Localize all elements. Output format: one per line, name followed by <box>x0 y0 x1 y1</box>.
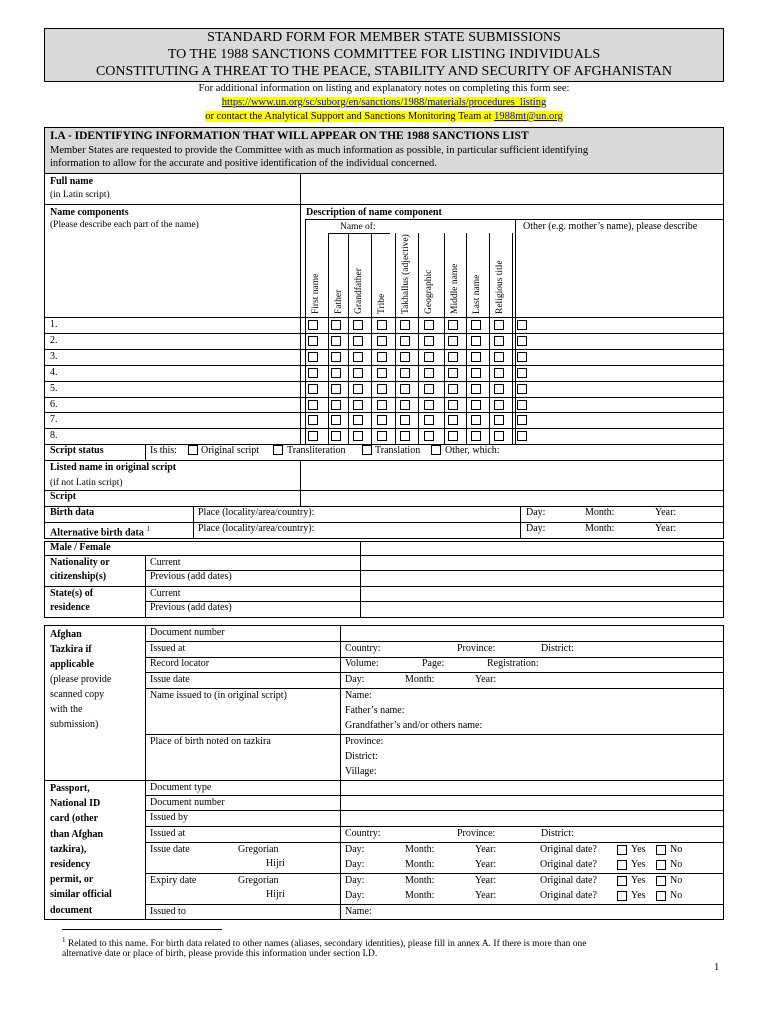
section-desc-2: information to allow for the accurate and positive identification of the individual concerned. <box>50 158 437 169</box>
nationality-label-1: Nationality or <box>50 557 110 568</box>
component-row-input[interactable] <box>46 366 298 380</box>
tazkira-issue-date-label: Issue date <box>150 674 190 685</box>
residence-previous-label[interactable]: Previous (add dates) <box>150 602 232 613</box>
component-checkbox[interactable] <box>331 431 341 441</box>
translation-label: Translation <box>375 445 421 456</box>
tazkira-pob-village-label[interactable]: Village: <box>345 766 377 777</box>
other-script-checkbox[interactable] <box>431 445 441 455</box>
form-title-line1: STANDARD FORM FOR MEMBER STATE SUBMISSIONS <box>207 30 561 45</box>
listed-name-sub: (if not Latin script) <box>50 478 123 488</box>
component-checkbox[interactable] <box>448 400 458 410</box>
passport-label: permit, or <box>50 874 94 886</box>
component-checkbox[interactable] <box>308 431 318 441</box>
component-checkbox[interactable] <box>517 320 527 330</box>
sex-label: Male / Female <box>50 542 111 553</box>
tazkira-registration-label[interactable]: Registration: <box>487 658 539 669</box>
passport-label: than Afghan <box>50 828 104 840</box>
full-name-label: Full name <box>50 176 94 187</box>
listed-name-input[interactable] <box>302 462 722 489</box>
passport-day-label[interactable]: Day: <box>345 859 365 870</box>
component-checkbox[interactable] <box>400 336 410 346</box>
passport-issued-at-label: Issued at <box>150 828 186 839</box>
component-checkbox[interactable] <box>400 400 410 410</box>
birth-place-label[interactable]: Place (locality/area/country): <box>198 507 315 518</box>
hijri-label: Hijri <box>266 889 285 900</box>
passport-year-label[interactable]: Year: <box>475 890 497 901</box>
component-row-input[interactable] <box>46 350 298 364</box>
component-checkbox[interactable] <box>331 336 341 346</box>
section-title: I.A - IDENTIFYING INFORMATION THAT WILL APPEAR ON THE 1988 SANCTIONS LIST <box>50 130 529 142</box>
footnote-marker: 1 <box>62 936 66 944</box>
component-row-input[interactable] <box>46 382 298 396</box>
component-row-input[interactable] <box>46 334 298 348</box>
tazkira-province-label[interactable]: Province: <box>457 643 496 654</box>
component-checkbox[interactable] <box>494 400 504 410</box>
component-checkbox[interactable] <box>353 415 363 425</box>
transliteration-checkbox[interactable] <box>273 445 283 455</box>
component-checkbox[interactable] <box>400 415 410 425</box>
component-checkbox[interactable] <box>353 431 363 441</box>
form-title-line3: CONSTITUTING A THREAT TO THE PEACE, STABILITY AND SECURITY OF AFGHANISTAN <box>95 64 673 79</box>
sex-input[interactable] <box>362 542 722 555</box>
nationality-previous-label[interactable]: Previous (add dates) <box>150 571 232 582</box>
component-checkbox[interactable] <box>494 415 504 425</box>
passport-year-label[interactable]: Year: <box>475 875 497 886</box>
alt-birth-data-label: Alternative birth data <box>50 527 144 539</box>
component-checkbox[interactable] <box>471 400 481 410</box>
tazkira-note: (please provide <box>50 674 112 685</box>
passport-label: Passport, <box>50 783 90 794</box>
tazkira-pob-province-label[interactable]: Province: <box>345 736 384 747</box>
component-checkbox[interactable] <box>424 415 434 425</box>
tazkira-record-locator-label: Record locator <box>150 658 210 669</box>
alt-birth-place-label[interactable]: Place (locality/area/country): <box>198 523 315 534</box>
tazkira-label: applicable <box>50 659 94 670</box>
passport-label: National ID <box>50 798 101 810</box>
component-checkbox[interactable] <box>517 336 527 346</box>
component-checkbox[interactable] <box>308 384 318 394</box>
component-checkbox[interactable] <box>353 320 363 330</box>
passport-month-label[interactable]: Month: <box>405 875 435 886</box>
column-header-6: Middle name <box>450 263 460 314</box>
component-checkbox[interactable] <box>424 368 434 378</box>
component-row-label: 6. <box>50 398 58 410</box>
column-header-0: First name <box>311 273 321 314</box>
component-checkbox[interactable] <box>494 336 504 346</box>
other-script-label: Other, which: <box>445 445 500 456</box>
original-yes-checkbox[interactable] <box>617 891 627 901</box>
component-checkbox[interactable] <box>331 415 341 425</box>
component-checkbox[interactable] <box>494 352 504 362</box>
tazkira-pob-district-label[interactable]: District: <box>345 751 378 762</box>
component-row-input[interactable] <box>46 398 298 412</box>
tazkira-note: submission) <box>50 719 99 730</box>
tazkira-issued-at-label: Issued at <box>150 643 186 654</box>
is-this-label: Is this: <box>150 445 177 456</box>
component-checkbox[interactable] <box>377 400 387 410</box>
description-header: Description of name component <box>306 207 442 218</box>
no-label: No <box>670 844 683 855</box>
component-row-input[interactable] <box>46 413 298 427</box>
component-checkbox[interactable] <box>471 384 481 394</box>
birth-month-label[interactable]: Month: <box>585 507 615 518</box>
passport-country-label[interactable]: Country: <box>345 828 381 839</box>
passport-district-label[interactable]: District: <box>541 828 574 839</box>
component-row-label: 4. <box>50 366 58 378</box>
component-checkbox[interactable] <box>308 400 318 410</box>
passport-document-number-label: Document number <box>150 797 225 808</box>
page-number: 1 <box>714 962 720 973</box>
component-checkbox[interactable] <box>424 320 434 330</box>
component-checkbox[interactable] <box>494 384 504 394</box>
passport-issue-date-label: Issue date <box>150 844 190 855</box>
tazkira-father-name-label[interactable]: Father’s name: <box>345 705 405 716</box>
residence-label-2: residence <box>50 602 90 613</box>
component-checkbox[interactable] <box>400 368 410 378</box>
passport-expiry-date-label: Expiry date <box>150 875 197 886</box>
gregorian-label: Gregorian <box>238 844 279 855</box>
info-text: For additional information on listing and explanatory notes on completing this form see: <box>198 83 570 94</box>
component-checkbox[interactable] <box>353 368 363 378</box>
passport-day-label[interactable]: Day: <box>345 890 365 901</box>
passport-label: residency <box>50 859 91 870</box>
yes-label: Yes <box>631 859 646 870</box>
component-checkbox[interactable] <box>448 320 458 330</box>
component-checkbox[interactable] <box>424 400 434 410</box>
residence-current-label[interactable]: Current <box>150 588 181 599</box>
column-header-8: Religious title <box>495 260 505 314</box>
component-row-label: 7. <box>50 414 58 426</box>
component-checkbox[interactable] <box>471 352 481 362</box>
component-checkbox[interactable] <box>377 368 387 378</box>
column-header-4: Takhallus (adjective) <box>401 234 411 314</box>
component-checkbox[interactable] <box>448 415 458 425</box>
yes-label: Yes <box>631 844 646 855</box>
full-name-input[interactable] <box>302 175 722 203</box>
no-label: No <box>670 875 683 886</box>
original-yes-checkbox[interactable] <box>617 860 627 870</box>
original-script-label: Original script <box>201 445 260 456</box>
component-row-input[interactable] <box>46 429 298 443</box>
original-yes-checkbox[interactable] <box>617 876 627 886</box>
passport-label: document <box>50 904 93 916</box>
passport-label: similar official <box>50 889 112 901</box>
alt-birth-month-label[interactable]: Month: <box>585 523 615 534</box>
transliteration-label: Transliteration <box>287 445 346 456</box>
component-checkbox[interactable] <box>400 384 410 394</box>
yes-label: Yes <box>631 875 646 886</box>
component-checkbox[interactable] <box>308 336 318 346</box>
component-checkbox[interactable] <box>377 415 387 425</box>
name-components-sub: (Please describe each part of the name) <box>50 220 199 230</box>
component-checkbox[interactable] <box>517 400 527 410</box>
component-checkbox[interactable] <box>308 415 318 425</box>
passport-document-number-input[interactable] <box>342 797 722 810</box>
original-no-checkbox[interactable] <box>656 860 666 870</box>
script-status-label: Script status <box>50 445 104 456</box>
column-header-1: Father <box>334 289 344 314</box>
component-checkbox[interactable] <box>448 368 458 378</box>
component-checkbox[interactable] <box>494 431 504 441</box>
component-checkbox[interactable] <box>308 320 318 330</box>
passport-month-label[interactable]: Month: <box>405 890 435 901</box>
tazkira-label: Afghan <box>50 629 82 640</box>
component-checkbox[interactable] <box>400 352 410 362</box>
procedures-link[interactable]: https://www.un.org/sc/suborg/en/sanctions/1988/materials/procedures_listing <box>221 97 547 108</box>
section-desc-1: Member States are requested to provide the Committee with as much information as possible, in particular sufficient identifying <box>50 145 589 156</box>
translation-checkbox[interactable] <box>362 445 372 455</box>
component-checkbox[interactable] <box>353 400 363 410</box>
component-checkbox[interactable] <box>353 336 363 346</box>
tazkira-name-issued-label: Name issued to (in original script) <box>150 690 287 701</box>
component-checkbox[interactable] <box>494 368 504 378</box>
nationality-label-2: citizenship(s) <box>50 571 107 582</box>
component-row-label: 2. <box>50 334 58 346</box>
passport-label: tazkira), <box>50 843 87 855</box>
nationality-current-label[interactable]: Current <box>150 557 181 568</box>
hijri-label: Hijri <box>266 858 285 869</box>
birth-day-label[interactable]: Day: <box>526 507 546 518</box>
component-checkbox[interactable] <box>353 384 363 394</box>
contact-text <box>205 111 563 122</box>
passport-month-label[interactable]: Month: <box>405 859 435 870</box>
tazkira-day-label[interactable]: Day: <box>345 674 365 685</box>
component-checkbox[interactable] <box>471 415 481 425</box>
alt-birth-footnote-ref: 1 <box>146 525 150 533</box>
passport-document-type-label: Document type <box>150 782 212 793</box>
component-checkbox[interactable] <box>377 336 387 346</box>
listed-name-label: Listed name in original script <box>50 462 177 473</box>
contact-email-link[interactable]: 1988mt@un.org <box>494 111 563 122</box>
passport-name-label[interactable]: Name: <box>345 906 372 917</box>
component-checkbox[interactable] <box>424 352 434 362</box>
component-checkbox[interactable] <box>424 384 434 394</box>
tazkira-grandfather-name-label[interactable]: Grandfather’s and/or others name: <box>345 720 483 731</box>
component-checkbox[interactable] <box>377 320 387 330</box>
component-checkbox[interactable] <box>400 431 410 441</box>
form-title-line2: TO THE 1988 SANCTIONS COMMITTEE FOR LISTING INDIVIDUALS <box>167 47 601 62</box>
passport-year-label[interactable]: Year: <box>475 859 497 870</box>
tazkira-page-label[interactable]: Page: <box>422 658 445 669</box>
component-checkbox[interactable] <box>471 336 481 346</box>
passport-province-label[interactable]: Province: <box>457 828 496 839</box>
component-checkbox[interactable] <box>448 352 458 362</box>
component-checkbox[interactable] <box>424 336 434 346</box>
original-date-label: Original date? <box>540 875 597 886</box>
column-header-2: Grandfather <box>354 268 364 314</box>
tazkira-district-label[interactable]: District: <box>541 643 574 654</box>
original-yes-checkbox[interactable] <box>617 845 627 855</box>
component-checkbox[interactable] <box>331 400 341 410</box>
residence-label-1: State(s) of <box>50 588 94 599</box>
passport-issued-to-label: Issued to <box>150 906 186 917</box>
tazkira-document-number-input[interactable] <box>342 627 722 640</box>
component-checkbox[interactable] <box>377 352 387 362</box>
tazkira-name-label[interactable]: Name: <box>345 690 372 701</box>
component-checkbox[interactable] <box>353 352 363 362</box>
other-description-label: Other (e.g. mother’s name), please describe <box>523 221 698 232</box>
component-checkbox[interactable] <box>448 431 458 441</box>
tazkira-volume-label[interactable]: Volume: <box>345 658 379 669</box>
component-row-input[interactable] <box>46 318 298 332</box>
component-checkbox[interactable] <box>471 320 481 330</box>
passport-day-label[interactable]: Day: <box>345 875 365 886</box>
alt-birth-year-label[interactable]: Year: <box>655 523 677 534</box>
tazkira-label: Tazkira if <box>50 644 92 655</box>
component-checkbox[interactable] <box>331 320 341 330</box>
passport-day-label[interactable]: Day: <box>345 844 365 855</box>
no-label: No <box>670 890 683 901</box>
column-header-3: Tribe <box>377 293 387 314</box>
script-input[interactable] <box>302 491 722 505</box>
original-script-checkbox[interactable] <box>188 445 198 455</box>
component-checkbox[interactable] <box>517 415 527 425</box>
component-checkbox[interactable] <box>377 384 387 394</box>
component-row-label: 5. <box>50 382 58 394</box>
gregorian-label: Gregorian <box>238 875 279 886</box>
component-checkbox[interactable] <box>448 336 458 346</box>
name-of-label: Name of: <box>340 222 376 232</box>
tazkira-month-label[interactable]: Month: <box>405 674 435 685</box>
component-checkbox[interactable] <box>331 368 341 378</box>
birth-year-label[interactable]: Year: <box>655 507 677 518</box>
tazkira-note: with the <box>50 704 83 715</box>
full-name-sub: (in Latin script) <box>50 190 110 200</box>
passport-issued-by-label: Issued by <box>150 812 189 823</box>
component-checkbox[interactable] <box>331 384 341 394</box>
alt-birth-day-label[interactable]: Day: <box>526 523 546 534</box>
component-checkbox[interactable] <box>517 384 527 394</box>
passport-month-label[interactable]: Month: <box>405 844 435 855</box>
tazkira-document-number-label: Document number <box>150 627 225 638</box>
yes-label: Yes <box>631 890 646 901</box>
no-label: No <box>670 859 683 870</box>
original-date-label: Original date? <box>540 859 597 870</box>
tazkira-place-of-birth-label: Place of birth noted on tazkira <box>150 736 271 747</box>
tazkira-note: scanned copy <box>50 689 105 700</box>
component-checkbox[interactable] <box>400 320 410 330</box>
component-checkbox[interactable] <box>494 320 504 330</box>
footnote-line-1: Related to this name. For birth data related to other names (aliases, secondary identities), please fill in annex A. If there is more than one <box>67 939 587 950</box>
original-date-label: Original date? <box>540 890 597 901</box>
component-checkbox[interactable] <box>517 431 527 441</box>
footnote-line-2: alternative date or place of birth, please provide this information under section I.D. <box>62 949 378 959</box>
component-checkbox[interactable] <box>471 431 481 441</box>
original-no-checkbox[interactable] <box>656 891 666 901</box>
component-checkbox[interactable] <box>448 384 458 394</box>
component-checkbox[interactable] <box>517 352 527 362</box>
component-checkbox[interactable] <box>517 368 527 378</box>
passport-issued-by-input[interactable] <box>342 812 722 825</box>
script-label: Script <box>50 491 77 502</box>
original-no-checkbox[interactable] <box>656 876 666 886</box>
passport-document-type-input[interactable] <box>342 782 722 795</box>
component-checkbox[interactable] <box>471 368 481 378</box>
component-row-label: 8. <box>50 430 58 442</box>
component-checkbox[interactable] <box>331 352 341 362</box>
contact-prefix: or contact the Analytical Support and Sanctions Monitoring Team at <box>205 111 495 122</box>
passport-label: card (other <box>50 813 99 825</box>
column-header-7: Last name <box>472 274 482 314</box>
component-row-label: 3. <box>50 350 58 362</box>
name-components-label: Name components <box>50 207 129 218</box>
tazkira-year-label[interactable]: Year: <box>475 674 497 685</box>
component-checkbox[interactable] <box>377 431 387 441</box>
tazkira-country-label[interactable]: Country: <box>345 643 381 654</box>
component-checkbox[interactable] <box>424 431 434 441</box>
birth-data-label: Birth data <box>50 507 95 518</box>
original-date-label: Original date? <box>540 844 597 855</box>
column-header-5: Geographic <box>424 269 434 314</box>
passport-year-label[interactable]: Year: <box>475 844 497 855</box>
component-checkbox[interactable] <box>308 352 318 362</box>
original-no-checkbox[interactable] <box>656 845 666 855</box>
component-checkbox[interactable] <box>308 368 318 378</box>
component-row-label: 1. <box>50 319 58 330</box>
